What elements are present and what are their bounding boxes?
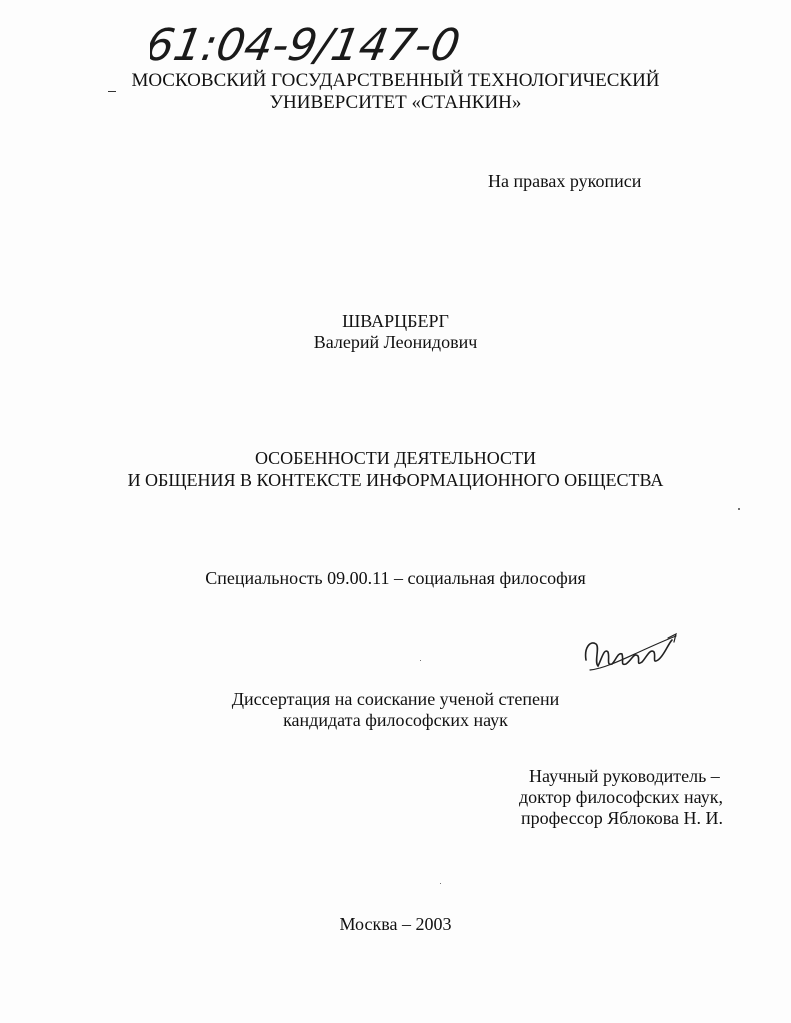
signature-drawing [580,630,680,676]
author-name: Валерий Леонидович [313,332,478,352]
university-line-1: МОСКОВСКИЙ ГОСУДАРСТВЕННЫЙ ТЕХНОЛОГИЧЕСКИЙ [131,70,660,91]
scan-speck [738,508,740,510]
scan-speck [420,660,421,661]
city-year: Москва – 2003 [339,914,452,934]
handwritten-archive-number [150,12,480,72]
dissertation-line-1: Диссертация на соискание ученой степени [231,689,560,709]
title-line-2: И ОБЩЕНИЯ В КОНТЕКСТЕ ИНФОРМАЦИОННОГО ОБЩЕСТВА [127,470,664,490]
university-line-2: УНИВЕРСИТЕТ «СТАНКИН» [269,92,522,113]
scan-speck [440,883,441,884]
archive-number-drawing [150,12,480,72]
author-surname: ШВАРЦБЕРГ [342,311,449,331]
dissertation-line-2: кандидата философских наук [283,710,508,730]
manuscript-rights: На правах рукописи [488,171,642,191]
specialty: Специальность 09.00.11 – социальная философия [205,568,586,588]
supervisor-line-1: Научный руководитель – [529,766,720,786]
supervisor-line-3: профессор Яблокова Н. И. [521,808,723,828]
archive-number-text: 61:04-9/147-0 [150,20,464,71]
title-line-1: ОСОБЕННОСТИ ДЕЯТЕЛЬНОСТИ [254,448,537,468]
supervisor-line-2: доктор философских наук, [519,787,723,807]
author-signature [580,630,680,676]
